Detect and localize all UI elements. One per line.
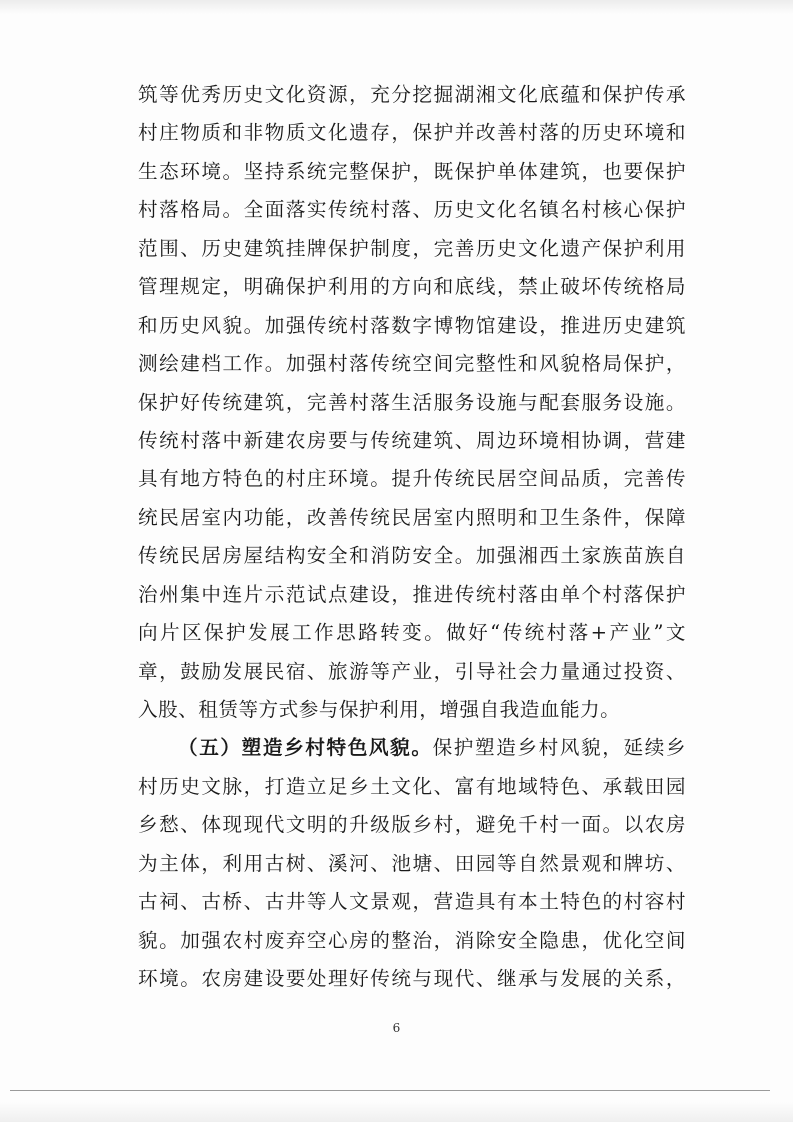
text-line: 乡愁、体现现代文明的升级版乡村，避免千村一面。以农房 (138, 813, 686, 837)
text-line: 貌。加强农村废弃空心房的整治，消除安全隐患，优化空间 (138, 928, 686, 952)
text-line: 向片区保护发展工作思路转变。做好“传统村落+产业”文 (138, 621, 686, 645)
text-line: 测绘建档工作。加强村落传统空间完整性和风貌格局保护， (138, 352, 686, 376)
text-line: 章，鼓励发展民宿、旅游等产业，引导社会力量通过投资、 (138, 659, 686, 683)
text-line: 统民居室内功能，改善传统民居室内照明和卫生条件，保障 (138, 505, 686, 529)
text-line: 具有地方特色的村庄环境。提升传统民居空间品质，完善传 (138, 467, 686, 491)
section-heading: （五）塑造乡村特色风貌。 (178, 736, 433, 760)
text-line: 传统民居房屋结构安全和消防安全。加强湘西土家族苗族自 (138, 544, 686, 568)
text-line: 保护好传统建筑，完善村落生活服务设施与配套服务设施。 (138, 390, 686, 414)
text-line: 古祠、古桥、古井等人文景观，营造具有本土特色的村容村 (138, 890, 686, 914)
scan-edge-bottom (0, 1102, 793, 1122)
section-first-line (138, 729, 686, 767)
body-text (138, 76, 686, 999)
text-line: 和历史风貌。加强传统村落数字博物馆建设，推进历史建筑 (138, 313, 686, 337)
section-first-line-text: 保护塑造乡村风貌，延续乡 (432, 736, 687, 760)
text-line: 村历史文脉，打造立足乡土文化、富有地域特色、承载田园 (138, 774, 686, 798)
text-line: 环境。农房建设要处理好传统与现代、继承与发展的关系， (138, 967, 686, 991)
text-line: 生态环境。坚持系统完整保护，既保护单体建筑，也要保护 (138, 159, 686, 183)
text-line: 为主体，利用古树、溪河、池塘、田园等自然景观和牌坊、 (138, 851, 686, 875)
page-number: 6 (392, 1021, 401, 1035)
scan-divider (10, 1090, 770, 1091)
text-line: 治州集中连片示范试点建设，推进传统村落由单个村落保护 (138, 582, 686, 606)
text-line: 村落格局。全面落实传统村落、历史文化名镇名村核心保护 (138, 198, 686, 222)
text-line: 范围、历史建筑挂牌保护制度，完善历史文化遗产保护利用 (138, 236, 686, 260)
text-line: 管理规定，明确保护利用的方向和底线，禁止破坏传统格局 (138, 275, 686, 299)
text-line: 传统村落中新建农房要与传统建筑、周边环境相协调，营建 (138, 428, 686, 452)
text-line: 村庄物质和非物质文化遗存，保护并改善村落的历史环境和 (138, 121, 686, 145)
text-line: 筑等优秀历史文化资源，充分挖掘湖湘文化底蕴和保护传承 (138, 83, 686, 106)
scan-edge-top (0, 0, 793, 14)
text-line: 入股、租赁等方式参与保护利用，增强自我造血能力。 (138, 698, 621, 721)
